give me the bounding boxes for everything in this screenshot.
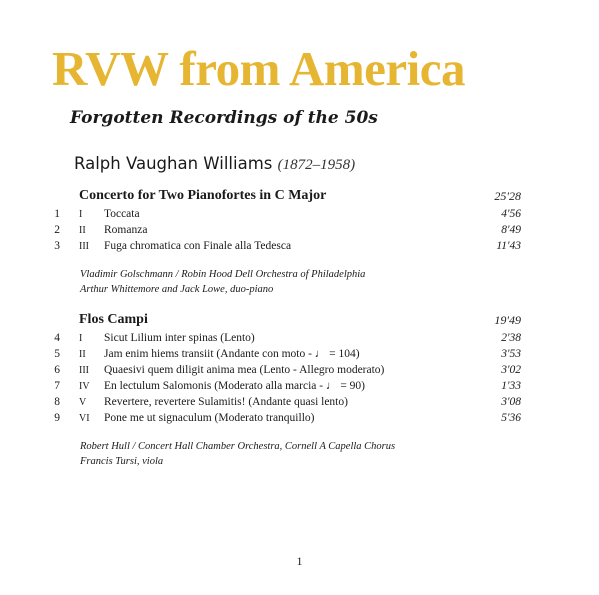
track-number: 4 bbox=[54, 332, 60, 344]
track-row bbox=[0, 380, 599, 396]
track-time: 8'49 bbox=[501, 224, 521, 236]
track-time: 3'08 bbox=[501, 396, 521, 408]
movement-numeral: VI bbox=[79, 413, 90, 424]
performer-credits bbox=[0, 439, 599, 469]
track-number: 2 bbox=[54, 224, 60, 236]
work-total-time: 25'28 bbox=[494, 189, 521, 203]
track-time: 4'56 bbox=[501, 208, 521, 220]
movement-title: En lectulum Salomonis (Moderato alla marcia - ♩ = 90) bbox=[104, 380, 366, 392]
track-row bbox=[0, 224, 599, 240]
movement-title: Jam enim hiems transiit (Andante con moto - ♩ = 104) bbox=[104, 348, 360, 360]
track-time: 2'38 bbox=[501, 332, 521, 344]
movement-title: Sicut Lilium inter spinas (Lento) bbox=[104, 332, 255, 344]
performer-credits bbox=[0, 267, 599, 297]
credit-line: Robert Hull / Concert Hall Chamber Orchestra, Cornell A Capella Chorus bbox=[80, 441, 396, 452]
track-number: 5 bbox=[54, 348, 60, 360]
movement-numeral: V bbox=[79, 397, 87, 408]
track-row bbox=[0, 364, 599, 380]
track-time: 3'53 bbox=[501, 348, 521, 360]
work-flos-campi bbox=[0, 312, 599, 469]
track-row bbox=[0, 332, 599, 348]
movement-title: Quaesivi quem diligit anima mea (Lento - Allegro moderato) bbox=[104, 364, 385, 376]
credit-line: Vladimir Golschmann / Robin Hood Dell Orchestra of Philadelphia bbox=[80, 269, 366, 280]
work-title: Flos Campi bbox=[79, 312, 148, 327]
album-subtitle: Forgotten Recordings of the 50s bbox=[70, 108, 378, 128]
movement-numeral: II bbox=[79, 225, 86, 236]
movement-title: Romanza bbox=[104, 224, 148, 236]
composer-dates: (1872–1958) bbox=[277, 157, 356, 173]
track-time: 3'02 bbox=[501, 364, 521, 376]
credit-line: Arthur Whittemore and Jack Lowe, duo-piano bbox=[80, 284, 274, 295]
movement-title: Fuga chromatica con Finale alla Tedesca bbox=[104, 240, 292, 252]
work-total-time: 19'49 bbox=[494, 313, 521, 327]
credit-line: Francis Tursi, viola bbox=[80, 456, 164, 467]
movement-title: Revertere, revertere Sulamitis! (Andante quasi lento) bbox=[104, 396, 348, 408]
track-row bbox=[0, 240, 599, 256]
track-row bbox=[0, 412, 599, 428]
composer-name: Ralph Vaughan Williams bbox=[74, 154, 273, 173]
movement-numeral: II bbox=[79, 349, 86, 360]
track-number: 9 bbox=[54, 412, 60, 424]
composer-line bbox=[74, 154, 355, 174]
track-number: 6 bbox=[54, 364, 60, 376]
movement-numeral: III bbox=[79, 365, 89, 376]
track-number: 7 bbox=[54, 380, 60, 392]
work-concerto bbox=[0, 188, 599, 297]
work-title: Concerto for Two Pianofortes in C Major bbox=[79, 188, 327, 203]
movement-title: Toccata bbox=[104, 208, 140, 220]
track-number: 3 bbox=[54, 240, 60, 252]
track-time: 1'33 bbox=[501, 380, 521, 392]
track-time: 5'36 bbox=[501, 412, 521, 424]
page-number: 1 bbox=[296, 554, 303, 568]
track-number: 1 bbox=[54, 208, 60, 220]
track-row bbox=[0, 348, 599, 364]
track-row bbox=[0, 208, 599, 224]
movement-title: Pone me ut signaculum (Moderato tranquillo) bbox=[104, 412, 315, 424]
movement-numeral: IV bbox=[79, 381, 90, 392]
track-time: 11'43 bbox=[496, 240, 521, 252]
album-title: RVW from America bbox=[52, 41, 466, 96]
movement-numeral: I bbox=[79, 209, 83, 220]
track-number: 8 bbox=[54, 396, 60, 408]
movement-numeral: III bbox=[79, 241, 89, 252]
movement-numeral: I bbox=[79, 333, 83, 344]
track-row bbox=[0, 396, 599, 412]
